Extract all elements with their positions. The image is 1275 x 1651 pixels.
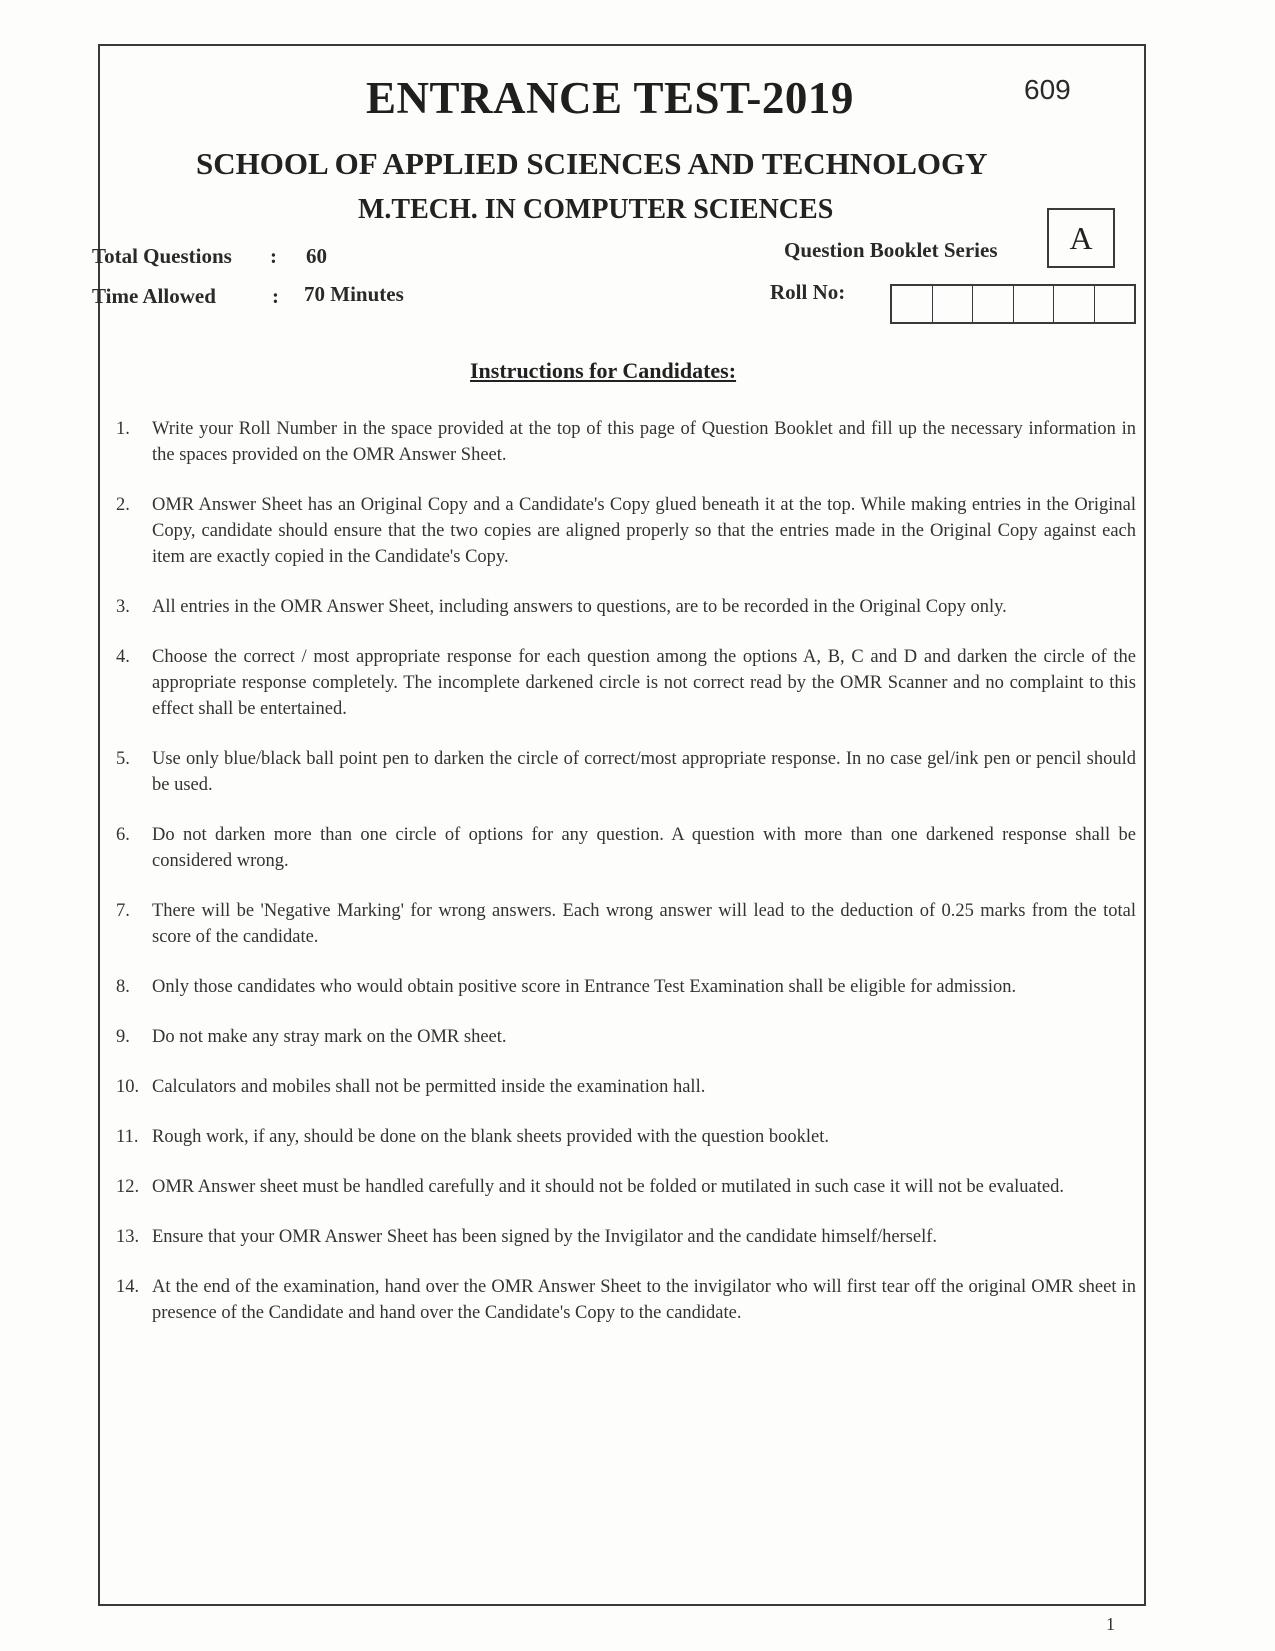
instruction-number: 13.: [116, 1227, 140, 1247]
instruction-text: Choose the correct / most appropriate response for each question among the options A, B, C and D and darken the circle of the appropriate response completely. The incomplete darkened circle is not correct read by the OMR Scanner and no complaint to this effect shall be entertained.: [152, 647, 1136, 719]
instruction-text: OMR Answer sheet must be handled carefully and it should not be folded or mutilated in such case it will not be evaluated.: [152, 1177, 1064, 1197]
time-allowed-label: Time Allowed: [92, 284, 216, 308]
instruction-text: All entries in the OMR Answer Sheet, including answers to questions, are to be recorded in the Original Copy only.: [152, 597, 1007, 617]
instruction-number: 14.: [116, 1277, 140, 1297]
school-name: SCHOOL OF APPLIED SCIENCES AND TECHNOLOGY: [196, 146, 988, 181]
instruction-number: 12.: [116, 1177, 140, 1197]
time-allowed-separator: :: [272, 284, 279, 308]
roll-digit-box[interactable]: [1014, 286, 1055, 322]
instruction-text: Ensure that your OMR Answer Sheet has been signed by the Invigilator and the candidate himself/herself.: [152, 1227, 938, 1247]
instruction-number: 5.: [116, 749, 130, 769]
time-allowed-value: 70 Minutes: [304, 282, 404, 306]
instruction-item: [116, 1124, 1136, 1150]
series-label: Question Booklet Series: [784, 238, 998, 262]
instruction-item: [116, 746, 1136, 798]
instruction-item: [116, 644, 1136, 722]
instruction-number: 8.: [116, 977, 130, 997]
instruction-number: 6.: [116, 825, 130, 845]
roll-digit-box[interactable]: [933, 286, 974, 322]
instruction-item: [116, 1224, 1136, 1250]
instruction-number: 3.: [116, 597, 130, 617]
instructions-heading: Instructions for Candidates:: [470, 358, 737, 383]
instruction-number: 9.: [116, 1027, 130, 1047]
instruction-item: [116, 1074, 1136, 1100]
instruction-text: Use only blue/black ball point pen to darken the circle of correct/most appropriate response. In no case gel/ink pen or pencil should be used.: [152, 749, 1136, 795]
total-questions-value: 60: [306, 244, 327, 268]
instruction-text: Calculators and mobiles shall not be permitted inside the examination hall.: [152, 1077, 706, 1097]
instruction-text: At the end of the examination, hand over the OMR Answer Sheet to the invigilator who will first tear off the original OMR sheet in presence of the Candidate and hand over the Candidate's Copy to the candidate.: [152, 1277, 1136, 1323]
instruction-item: [116, 898, 1136, 950]
instruction-text: Write your Roll Number in the space provided at the top of this page of Question Booklet and fill up the necessary information in the spaces provided on the OMR Answer Sheet.: [152, 419, 1136, 465]
instruction-text: Do not make any stray mark on the OMR sheet.: [152, 1027, 507, 1047]
instruction-item: [116, 1024, 1136, 1050]
instruction-item: [116, 594, 1136, 620]
instruction-item: [116, 1174, 1136, 1200]
roll-digit-box[interactable]: [1095, 286, 1135, 322]
series-value: A: [1069, 219, 1093, 256]
roll-digit-box[interactable]: [1054, 286, 1095, 322]
roll-number-boxes[interactable]: [890, 284, 1136, 324]
roll-digit-box[interactable]: [973, 286, 1014, 322]
roll-number-label: Roll No:: [770, 280, 846, 304]
instruction-item: [116, 822, 1136, 874]
roll-digit-box[interactable]: [892, 286, 933, 322]
instruction-text: Do not darken more than one circle of options for any question. A question with more than one darkened response shall be considered wrong.: [152, 825, 1136, 871]
instruction-number: 2.: [116, 495, 130, 515]
instruction-text: There will be 'Negative Marking' for wrong answers. Each wrong answer will lead to the deduction of 0.25 marks from the total score of the candidate.: [152, 901, 1136, 947]
instruction-text: Rough work, if any, should be done on the blank sheets provided with the question booklet.: [152, 1127, 830, 1147]
instruction-item: [116, 492, 1136, 570]
course-name: M.TECH. IN COMPUTER SCIENCES: [358, 194, 834, 225]
booklet-serial-number: 609: [1024, 74, 1071, 105]
instruction-number: 7.: [116, 901, 130, 921]
total-questions-label: Total Questions: [92, 244, 232, 268]
total-questions-separator: :: [270, 244, 277, 268]
instruction-text: OMR Answer Sheet has an Original Copy and a Candidate's Copy glued beneath it at the top. While making entries in the Original Copy, candidate should ensure that the two copies are aligned properly so that the entries made in the Original Copy against each item are exactly copied in the Candidate's Copy.: [152, 495, 1136, 567]
series-box: [1047, 208, 1115, 268]
instruction-item: [116, 1274, 1136, 1326]
page-number: 1: [1106, 1614, 1115, 1634]
instruction-item: [116, 416, 1136, 468]
instruction-number: 4.: [116, 647, 130, 667]
exam-title: ENTRANCE TEST-2019: [366, 73, 854, 123]
instruction-number: 1.: [116, 419, 130, 439]
instruction-item: [116, 974, 1136, 1000]
instruction-text: Only those candidates who would obtain positive score in Entrance Test Examination shall be eligible for admission.: [152, 977, 1017, 997]
instructions-list: [116, 416, 1136, 1350]
instruction-number: 10.: [116, 1077, 140, 1097]
instruction-number: 11.: [116, 1127, 139, 1147]
